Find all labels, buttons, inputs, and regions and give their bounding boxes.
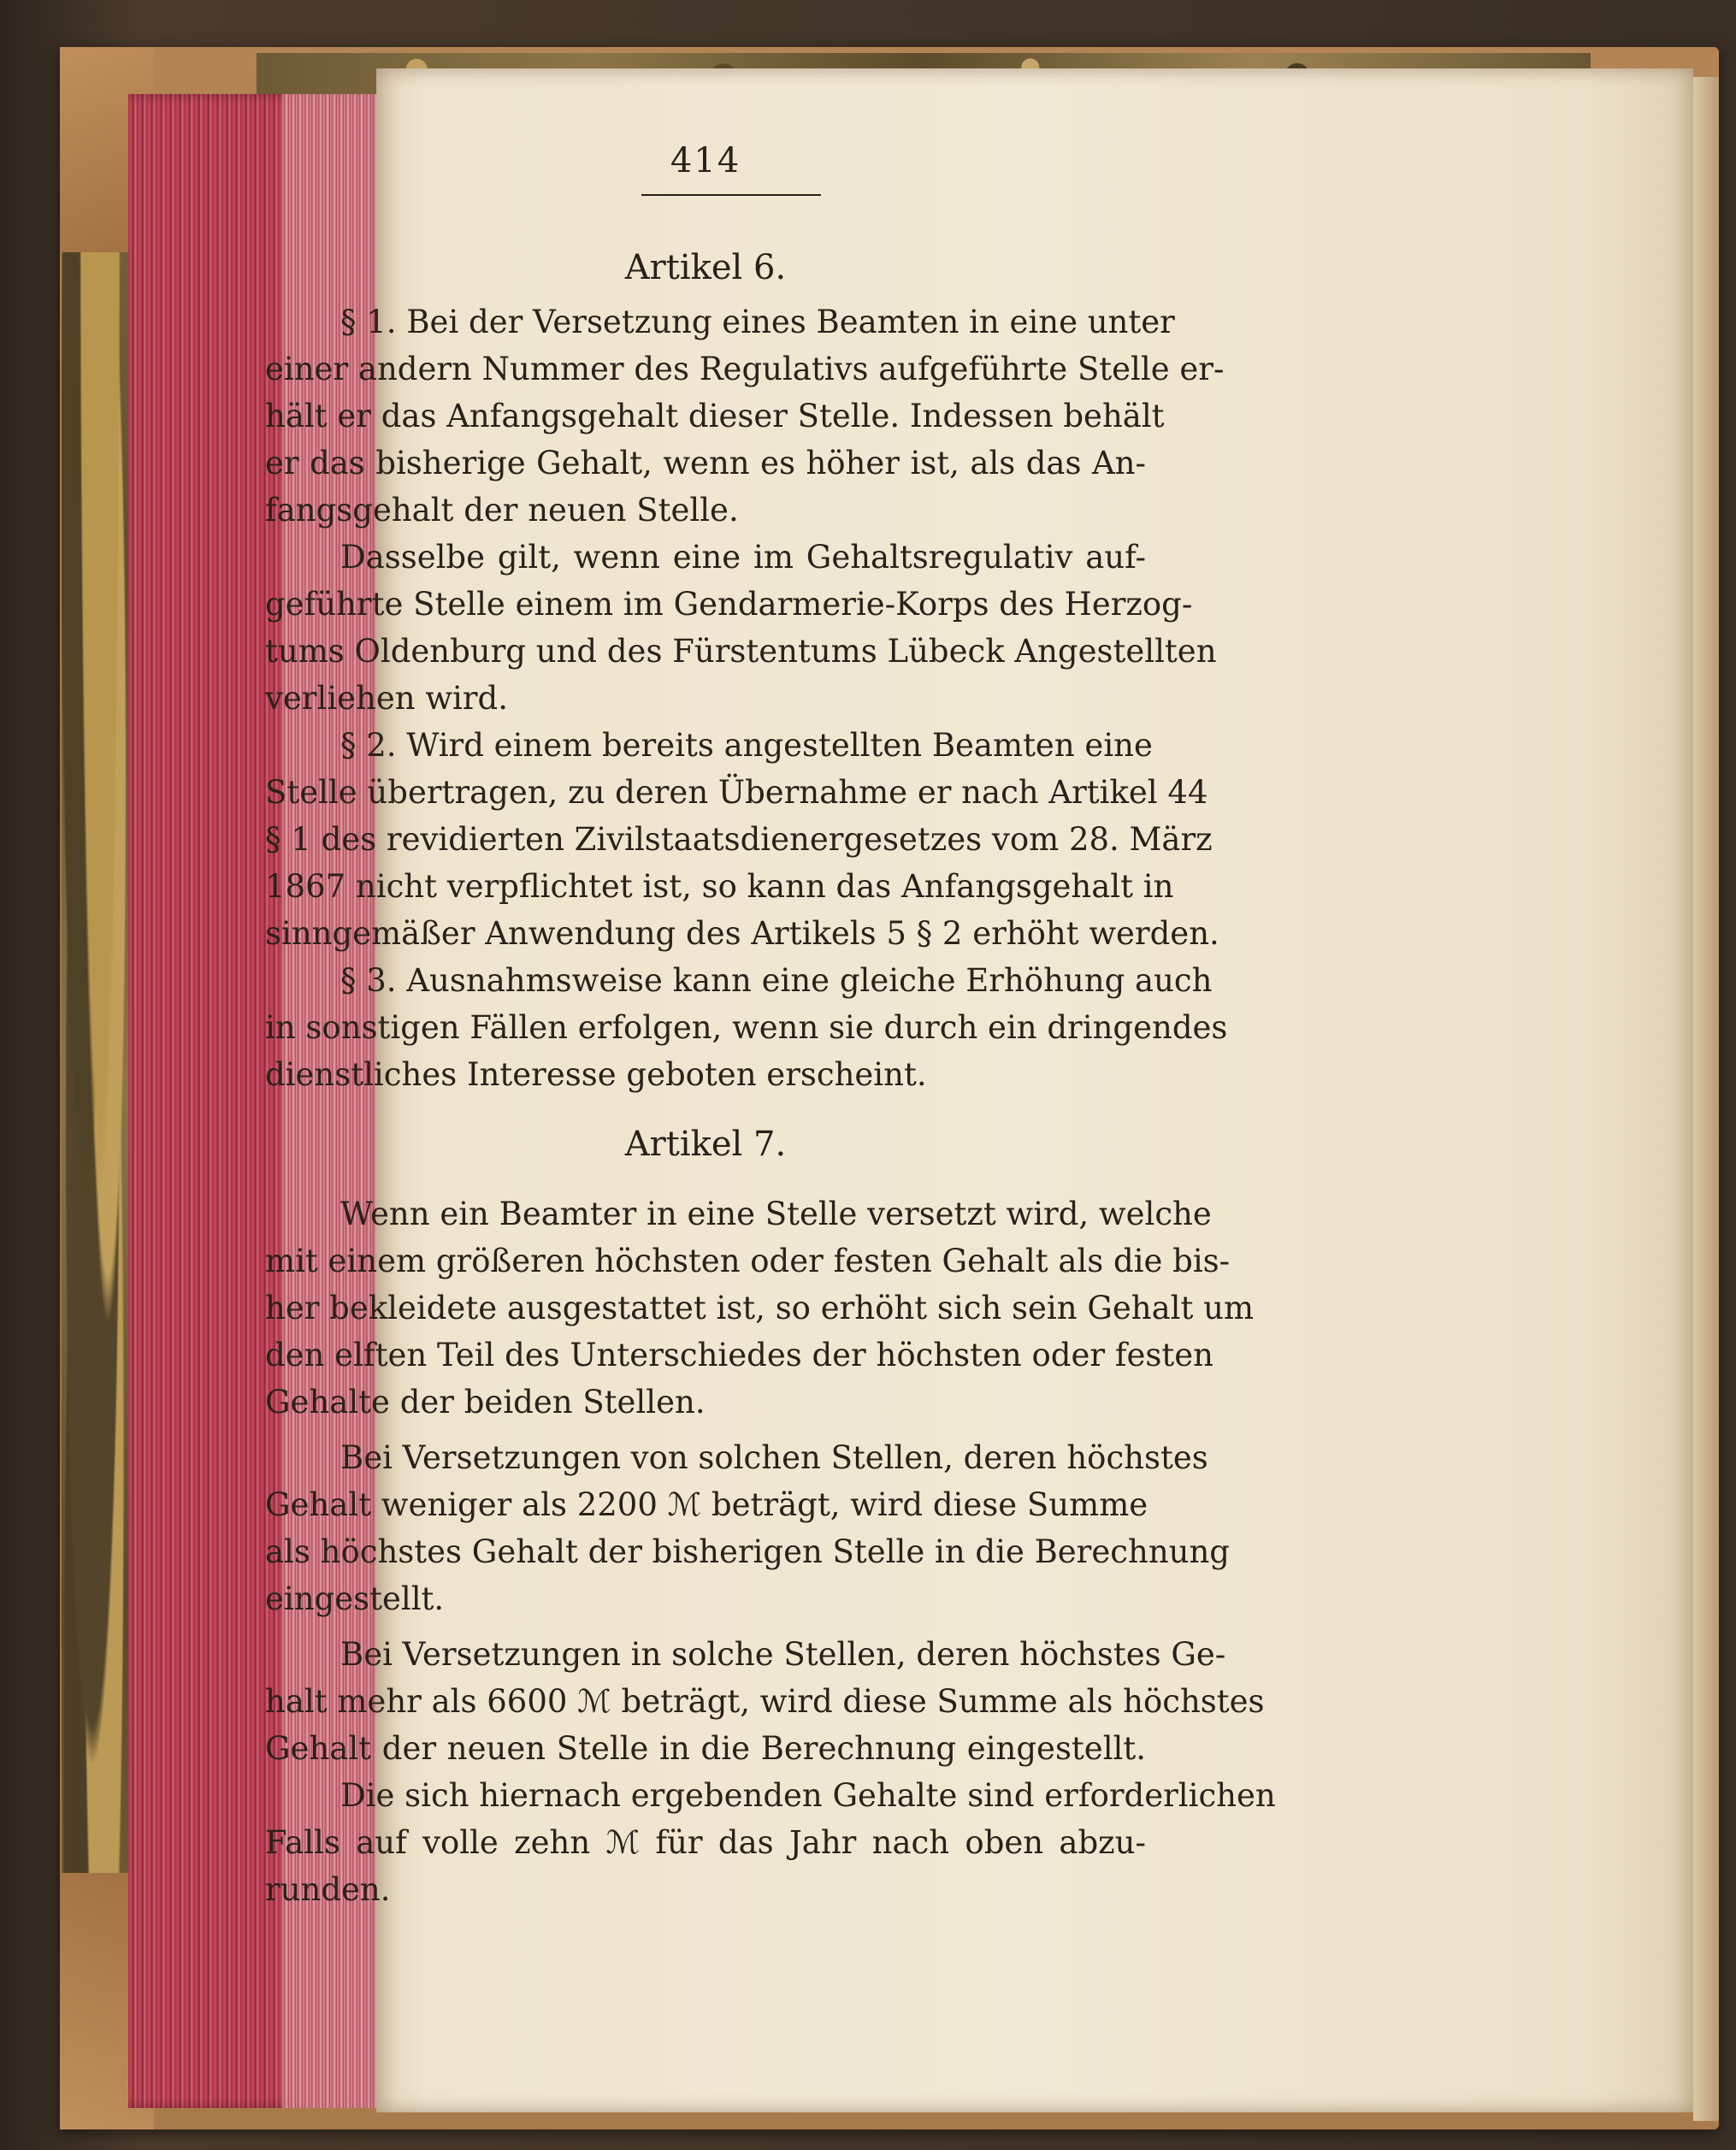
text-line: in sonstigen Fällen erfolgen, wenn sie durch ein dringendes	[265, 1009, 1228, 1046]
text-line: halt mehr als 6600 ℳ beträgt, wird diese Summe als höchstes	[265, 1683, 1265, 1720]
article-7-paragraph-3	[265, 1631, 1265, 1772]
text-line: fangsgehalt der neuen Stelle.	[265, 492, 739, 529]
text-line: er das bisherige Gehalt, wenn es höher ist, als das An-	[265, 445, 1146, 481]
text-line: Dasselbe gilt, wenn eine im Gehaltsregulativ auf-	[340, 539, 1146, 576]
text-line: Gehalt weniger als 2200 ℳ beträgt, wird diese Summe	[265, 1486, 1148, 1523]
article-7-paragraph-1	[265, 1190, 1255, 1426]
text-line: Wenn ein Beamter in eine Stelle versetzt wird, welche	[340, 1196, 1212, 1232]
article-6-paragraph-1	[265, 298, 1225, 534]
article-6-paragraph-2	[265, 534, 1217, 722]
text-line: Bei Versetzungen von solchen Stellen, deren höchstes	[340, 1439, 1208, 1476]
text-line: § 1 des revidierten Zivilstaatsdienergesetzes vom 28. März	[265, 821, 1213, 858]
text-line: Gehalte der beiden Stellen.	[265, 1384, 706, 1421]
text-line: sinngemäßer Anwendung des Artikels 5 § 2 erhöht werden.	[265, 915, 1219, 952]
text-line: als höchstes Gehalt der bisherigen Stelle in die Berechnung	[265, 1533, 1230, 1570]
text-line: Die sich hiernach ergebenden Gehalte sind erforderlichen	[340, 1777, 1276, 1814]
text-line: runden.	[265, 1871, 391, 1908]
text-line: § 2. Wird einem bereits angestellten Beamten eine	[340, 727, 1153, 764]
text-line: § 3. Ausnahmsweise kann eine gleiche Erhöhung auch	[340, 962, 1213, 999]
next-page-sliver	[1693, 77, 1719, 2121]
article-7-paragraph-4	[265, 1772, 1276, 1913]
text-line: verliehen wird.	[265, 680, 509, 717]
article-6-heading: Artikel 6.	[624, 248, 787, 287]
text-line: tums Oldenburg und des Fürstentums Lübeck Angestellten	[265, 633, 1217, 670]
page-text	[265, 141, 1574, 1913]
text-line: mit einem größeren höchsten oder festen Gehalt als die bis-	[265, 1243, 1231, 1279]
text-line: Gehalt der neuen Stelle in die Berechnung eingestellt.	[265, 1730, 1146, 1767]
text-line: den elften Teil des Unterschiedes der höchsten oder festen	[265, 1337, 1213, 1373]
text-line: Falls auf volle zehn ℳ für das Jahr nach oben abzu-	[265, 1824, 1146, 1861]
text-line: Bei Versetzungen in solche Stellen, deren höchstes Ge-	[340, 1636, 1226, 1673]
text-line: § 1. Bei der Versetzung eines Beamten in eine unter	[340, 304, 1175, 340]
page-number: 414	[670, 141, 741, 180]
article-7-paragraph-2	[265, 1434, 1230, 1622]
text-line: dienstliches Interesse geboten erscheint.	[265, 1056, 927, 1093]
article-6-paragraph-4	[265, 957, 1228, 1098]
text-line: Stelle übertragen, zu deren Übernahme er nach Artikel 44	[265, 774, 1208, 811]
article-6-paragraph-3	[265, 722, 1219, 957]
text-line: eingestellt.	[265, 1580, 445, 1617]
text-line: hält er das Anfangsgehalt dieser Stelle. Indessen behält	[265, 398, 1165, 434]
text-line: her bekleidete ausgestattet ist, so erhöht sich sein Gehalt um	[265, 1290, 1255, 1326]
text-line: einer andern Nummer des Regulativs aufgeführte Stelle er-	[265, 351, 1225, 387]
text-line: 1867 nicht verpflichtet ist, so kann das Anfangsgehalt in	[265, 868, 1174, 905]
header-rule	[641, 194, 821, 196]
text-line: geführte Stelle einem im Gendarmerie-Korps des Herzog-	[265, 586, 1193, 623]
article-7-heading: Artikel 7.	[624, 1125, 787, 1164]
